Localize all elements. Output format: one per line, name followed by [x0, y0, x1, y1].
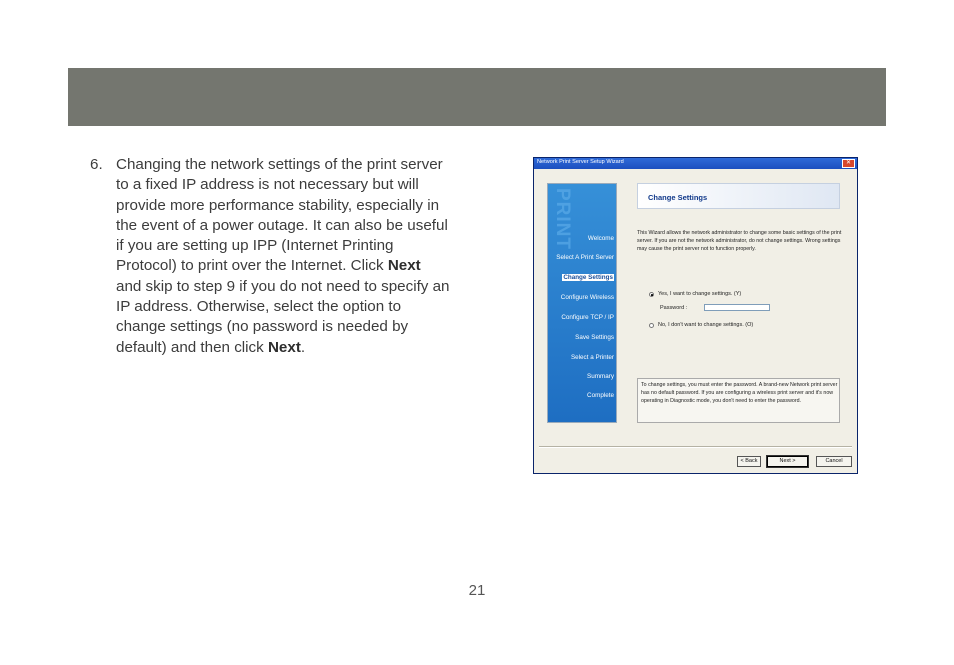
sidebar-item-configure-wireless: Configure Wireless: [560, 294, 614, 301]
wizard-description: This Wizard allows the network administrator to change some basic settings of the print server. If you are not the network administrator, do not change settings. Wrong settings may cause the print server not to function properly.: [637, 230, 842, 253]
password-label: Password :: [660, 305, 688, 311]
password-note: To change settings, you must enter the password. A brand-new Network print server has no default password. If you are configuring a wireless print server and it's now operating in Diagnostic mode, you don't need to enter the password.: [641, 382, 838, 405]
password-note-box: [637, 378, 840, 423]
radio-no-change-settings[interactable]: [649, 323, 654, 328]
step-number: 6.: [90, 156, 103, 173]
radio-yes-change-settings[interactable]: [649, 292, 654, 297]
password-input[interactable]: [704, 304, 770, 311]
sidebar-item-summary: Summary: [587, 373, 614, 380]
button-separator: [539, 446, 852, 448]
sidebar-item-select-printer: Select a Printer: [570, 354, 614, 361]
sidebar-item-configure-tcp-ip: Configure TCP / IP: [561, 314, 614, 321]
sidebar-item-welcome: Welcome: [587, 235, 614, 242]
back-button[interactable]: < Back: [737, 456, 761, 467]
next-emphasis-1: Next: [387, 257, 421, 275]
page-number: 21: [468, 582, 486, 599]
sidebar-item-select-print-server: Select A Print Server: [556, 254, 614, 261]
next-emphasis-2: Next: [267, 338, 301, 356]
close-icon[interactable]: ✕: [842, 159, 855, 168]
sidebar-item-change-settings: Change Settings: [563, 274, 613, 281]
step-text: [116, 155, 450, 358]
option-no-label[interactable]: No, I don't want to change settings. (O): [658, 322, 754, 328]
print-logo-watermark: PRINT: [552, 188, 573, 250]
next-button[interactable]: Next >: [767, 456, 808, 467]
option-yes-label[interactable]: Yes, I want to change settings. (Y): [658, 291, 742, 297]
section-header: [637, 183, 840, 209]
window-title: Network Print Server Setup Wizard: [537, 159, 624, 165]
step-text-part-2: and skip to step 9 if you do not need to specify an IP address. Otherwise, select the option to change settings (no password is needed by default) and then click: [116, 277, 450, 356]
window-titlebar[interactable]: [534, 158, 857, 169]
sidebar-item-complete: Complete: [587, 392, 614, 399]
header-bar: [68, 68, 886, 126]
sidebar-item-save-settings: Save Settings: [575, 334, 614, 341]
step-text-part-3: .: [300, 338, 306, 356]
setup-wizard-window: [533, 157, 858, 474]
step-text-part-1: Changing the network settings of the print server to a fixed IP address is not necessary but will provide more performance stability, especially in the event of a power outage. It can also be useful if you are setting up IPP (Internet Printing Protocol) to print over the Internet. Click: [116, 156, 448, 275]
cancel-button[interactable]: Cancel: [816, 456, 852, 467]
wizard-sidebar: [547, 183, 617, 423]
section-title: Change Settings: [648, 193, 708, 202]
